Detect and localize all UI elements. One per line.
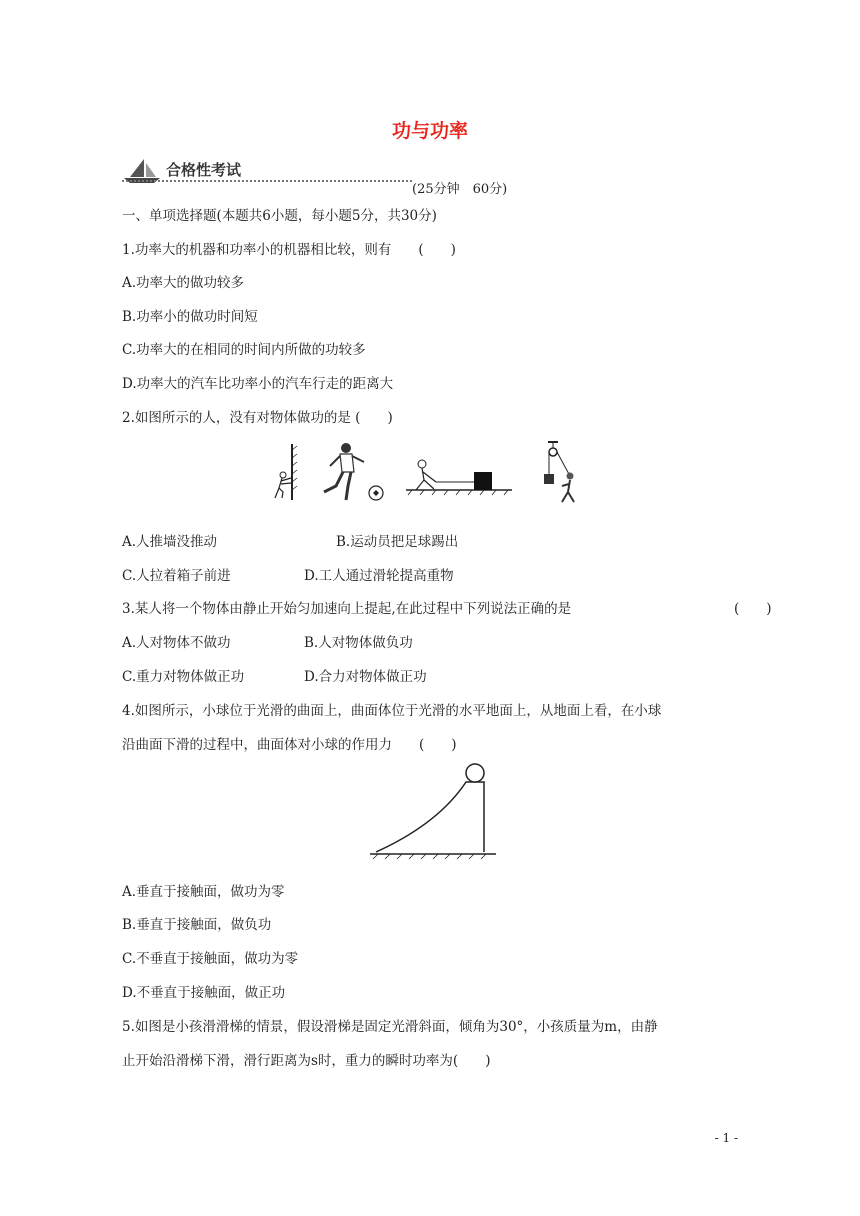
part-heading: 一、单项选择题(本题共6小题，每小题5分，共30分) bbox=[122, 208, 437, 224]
q1-option-c: C.功率大的在相同的时间内所做的功较多 bbox=[122, 342, 366, 358]
q2-figure-pulley bbox=[540, 440, 580, 510]
q2-option-c: C.人拉着箱子前进 bbox=[122, 568, 231, 584]
section-header bbox=[122, 157, 412, 183]
q4-figure-curved-surface bbox=[368, 762, 498, 862]
q4-option-d: D.不垂直于接触面，做正功 bbox=[122, 985, 286, 1001]
q4-option-b: B.垂直于接触面，做负功 bbox=[122, 917, 272, 933]
q2-option-d: D.工人通过滑轮提高重物 bbox=[304, 568, 454, 584]
q4-stem-line1: 4.如图所示，小球位于光滑的曲面上，曲面体位于光滑的水平地面上，从地面上看，在小球 bbox=[122, 703, 662, 719]
section-label: 合格性考试 bbox=[166, 161, 242, 179]
q1-option-d: D.功率大的汽车比功率小的汽车行走的距离大 bbox=[122, 376, 394, 392]
q1-option-a: A.功率大的做功较多 bbox=[122, 275, 245, 291]
q2-figure-pull-box bbox=[404, 448, 514, 498]
q3-option-a: A.人对物体不做功 bbox=[122, 635, 231, 651]
q2-option-b: B.运动员把足球踢出 bbox=[336, 534, 459, 550]
time-score: (25分钟 60分) bbox=[412, 182, 508, 197]
q2-option-a: A.人推墙没推动 bbox=[122, 534, 218, 550]
page-title: 功与功率 bbox=[391, 120, 468, 142]
q1-option-b: B.功率小的做功时间短 bbox=[122, 309, 258, 325]
q2-figure-kick-ball bbox=[318, 442, 388, 504]
page-number: - 1 - bbox=[714, 1131, 738, 1145]
q3-answer-paren: ( ) bbox=[734, 601, 772, 617]
q2-figure-push-wall bbox=[270, 442, 310, 502]
q1-stem: 1.功率大的机器和功率小的机器相比较，则有 ( ) bbox=[122, 242, 456, 258]
section-divider bbox=[122, 180, 412, 182]
q3-option-b: B.人对物体做负功 bbox=[304, 635, 413, 651]
q5-stem-line1: 5.如图是小孩滑滑梯的情景，假设滑梯是固定光滑斜面，倾角为30°，小孩质量为m，由静 bbox=[122, 1019, 658, 1035]
q4-option-a: A.垂直于接触面，做功为零 bbox=[122, 884, 285, 900]
q3-option-c: C.重力对物体做正功 bbox=[122, 669, 245, 685]
q4-option-c: C.不垂直于接触面，做功为零 bbox=[122, 951, 299, 967]
q3-stem: 3.某人将一个物体由静止开始匀加速向上提起,在此过程中下列说法正确的是 bbox=[122, 601, 572, 617]
q3-option-d: D.合力对物体做正功 bbox=[304, 669, 427, 685]
q4-stem-line2: 沿曲面下滑的过程中，曲面体对小球的作用力 ( ) bbox=[122, 737, 457, 753]
q5-stem-line2: 止开始沿滑梯下滑，滑行距离为s时，重力的瞬时功率为( ) bbox=[122, 1053, 491, 1069]
q2-stem: 2.如图所示的人，没有对物体做功的是 ( ) bbox=[122, 410, 393, 426]
